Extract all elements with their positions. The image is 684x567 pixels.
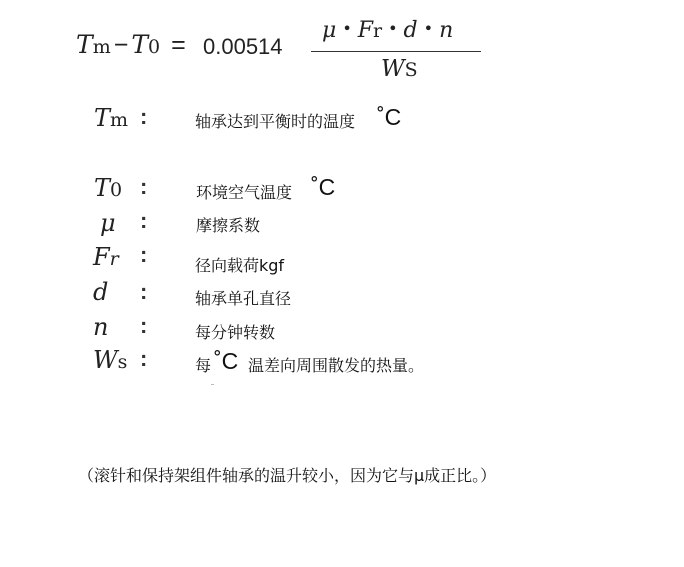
symbol-t: T bbox=[131, 30, 149, 59]
legend-colon: : bbox=[140, 242, 148, 267]
equals-sign: = bbox=[171, 31, 186, 59]
legend-desc-tm: 轴承达到平衡时的温度 bbox=[195, 112, 356, 131]
legend-colon: : bbox=[140, 208, 148, 233]
legend-unit-tm: ˚C bbox=[377, 104, 402, 130]
footnote: （滚针和保持架组件轴承的温升较小，因为它与μ成正比。） bbox=[78, 466, 497, 485]
formula-numerator bbox=[322, 18, 453, 43]
legend-desc-t0: 环境空气温度 bbox=[196, 183, 293, 202]
legend-unit-t0: ˚C bbox=[311, 174, 336, 200]
symbol-n: n bbox=[439, 18, 454, 43]
symbol-mu: μ bbox=[322, 18, 337, 43]
legend-colon: : bbox=[140, 313, 148, 338]
legend-colon: : bbox=[140, 279, 148, 304]
symbol-d: d bbox=[403, 18, 418, 43]
legend-symbol-mu: μ bbox=[100, 209, 116, 237]
legend-desc-d: 轴承单孔直径 bbox=[195, 289, 292, 308]
symbol-w: W bbox=[381, 56, 405, 82]
fraction-bar bbox=[311, 51, 481, 52]
legend-desc-ws-after: 温差向周围散发的热量。 bbox=[248, 356, 425, 375]
subscript-r: r bbox=[373, 20, 383, 42]
dot-operator: • bbox=[388, 19, 398, 38]
subscript-0: 0 bbox=[148, 36, 161, 58]
formula-lhs bbox=[76, 30, 189, 60]
legend-desc-ws-before: 每 bbox=[195, 356, 212, 375]
dot-operator: • bbox=[342, 19, 352, 38]
legend-symbol-fr: Fr bbox=[93, 243, 119, 271]
legend-colon: : bbox=[140, 104, 148, 129]
legend-symbol-d: d bbox=[93, 278, 109, 306]
legend-colon: : bbox=[140, 346, 148, 371]
legend-colon: : bbox=[140, 174, 148, 199]
legend-symbol-n: n bbox=[93, 313, 109, 341]
symbol-f: F bbox=[357, 18, 374, 43]
formula-denominator bbox=[381, 56, 418, 82]
legend-symbol-t0: T0 bbox=[94, 174, 123, 202]
legend-desc-fr: 径向载荷kgf bbox=[195, 256, 285, 275]
dot-operator: • bbox=[423, 19, 434, 38]
legend-symbol-tm: Tm bbox=[94, 104, 129, 132]
subscript-m: m bbox=[92, 36, 111, 58]
legend-desc-mu: 摩擦系数 bbox=[196, 216, 261, 235]
legend-symbol-ws: Ws bbox=[93, 346, 128, 374]
minus-sign: − bbox=[113, 31, 129, 59]
legend-unit-ws: ˚C bbox=[214, 348, 239, 374]
subscript-s: S bbox=[404, 59, 418, 81]
symbol-t: T bbox=[76, 30, 93, 59]
formula-coefficient: 0.00514 bbox=[203, 34, 283, 59]
legend-desc-n: 每分钟转数 bbox=[195, 323, 276, 342]
stray-mark bbox=[211, 384, 214, 385]
